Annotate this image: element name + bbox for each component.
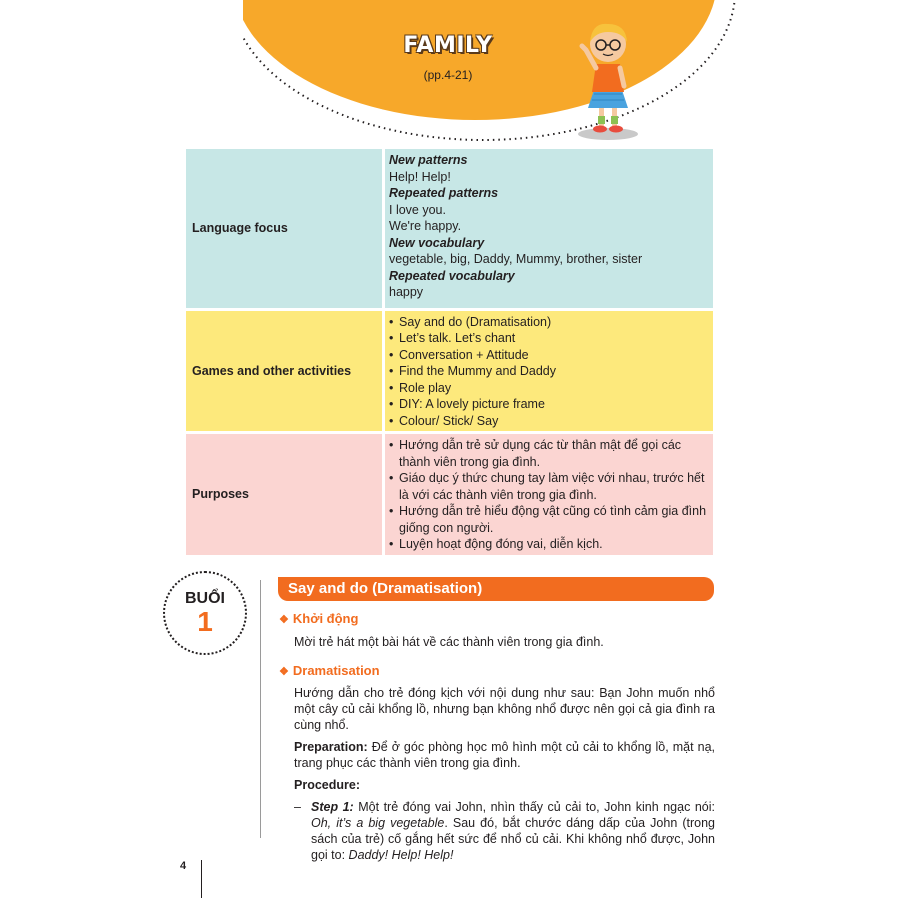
list-item: • Hướng dẫn trẻ hiểu động vật cũng có tình cảm gia đình giống con người.	[389, 503, 709, 536]
label-purposes: Purposes	[186, 433, 384, 555]
procedure-label-text: Procedure:	[294, 778, 360, 792]
step-1-quote-2: Daddy! Help! Help!	[348, 848, 454, 862]
row-purposes	[186, 433, 713, 555]
content-purposes	[384, 433, 714, 555]
heading-new-vocabulary: New vocabulary	[389, 235, 485, 250]
session-number: 1	[197, 606, 213, 637]
warmup-text: Mời trẻ hát một bài hát về các thành viên trong gia đình.	[294, 635, 604, 649]
footer-line	[201, 860, 202, 898]
step-1-label: Step 1:	[311, 800, 354, 814]
section-title: Say and do (Dramatisation)	[288, 580, 483, 597]
row-games	[186, 309, 713, 433]
label-language-focus: Language focus	[186, 149, 384, 309]
session-badge	[163, 571, 249, 657]
heading-new-patterns: New patterns	[389, 153, 468, 167]
page-title	[0, 33, 900, 58]
list-item: • Find the Mummy and Daddy	[389, 363, 709, 380]
list-item: • Giáo dục ý thức chung tay làm việc với nhau, trước hết là với các thành viên trong gia đình.	[389, 470, 709, 503]
title-text: FAMILY	[403, 33, 493, 58]
overview-table	[186, 149, 713, 555]
label-games: Games and other activities	[186, 309, 384, 433]
list-item: • Say and do (Dramatisation)	[389, 314, 709, 331]
list-item: • Colour/ Stick/ Say	[389, 413, 709, 430]
diamond-bullet-icon: ❖	[279, 614, 289, 626]
text-repeated-patterns-2: We're happy.	[389, 219, 462, 233]
step-1-text-2: . Sau đó, bắt chước dáng dấp của John (trong sách của trẻ) cố gắng hết sức để nhổ củ cải. Khi không nhổ được, John gọi to:	[311, 816, 715, 862]
heading-repeated-patterns: Repeated patterns	[389, 186, 499, 200]
step-1-paragraph	[294, 799, 715, 863]
drama-heading-text: Dramatisation	[292, 663, 380, 678]
list-item: • Luyện hoạt động đóng vai, diễn kịch.	[389, 536, 709, 553]
page-number: 4	[180, 860, 187, 872]
text-repeated-vocabulary: happy	[389, 285, 424, 299]
preparation-text: Để ở góc phòng học mô hình một củ cải to khổng lồ, mặt nạ, trang phục các thành viên trong gia đình.	[294, 740, 715, 770]
text-new-vocabulary: vegetable, big, Daddy, Mummy, brother, sister	[389, 252, 643, 266]
drama-text: Hướng dẫn cho trẻ đóng kịch với nội dung như sau: Bạn John muốn nhổ một cây củ cải khổng lồ, nhưng bạn không nhổ được nên gọi cả gia đình ra cùng nhổ.	[294, 686, 715, 732]
content-games	[384, 309, 714, 433]
warmup-heading-text: Khởi động	[292, 611, 359, 626]
section-title-bar	[278, 577, 714, 601]
list-item: • Role play	[389, 380, 709, 397]
child-illustration	[572, 12, 644, 142]
procedure-label	[294, 777, 715, 793]
content-language-focus	[384, 149, 714, 309]
list-item: • Conversation + Attitude	[389, 347, 709, 364]
row-language-focus	[186, 149, 713, 309]
step-1-text-1: Một trẻ đóng vai John, nhìn thấy củ cải to, John kinh ngạc nói:	[358, 800, 715, 814]
text-new-patterns: Help! Help!	[389, 169, 451, 184]
drama-heading	[279, 663, 380, 678]
list-item: • DIY: A lovely picture frame	[389, 396, 709, 413]
warmup-heading	[279, 611, 358, 626]
heading-repeated-vocabulary: Repeated vocabulary	[389, 268, 515, 283]
list-item: • Let’s talk. Let’s chant	[389, 330, 709, 347]
page-range: (pp.4-21)	[423, 68, 473, 82]
list-item: • Hướng dẫn trẻ sử dụng các từ thân mật để gọi các thành viên trong gia đình.	[389, 437, 709, 470]
text-repeated-patterns-1: I love you.	[389, 202, 446, 217]
preparation-label: Preparation:	[294, 740, 368, 754]
session-word: BUỔI	[185, 590, 225, 607]
diamond-bullet-icon: ❖	[279, 666, 289, 678]
step-1-quote-1: Oh, it’s a big vegetable	[311, 816, 445, 830]
preparation-paragraph	[294, 739, 715, 771]
dash-bullet: –	[294, 800, 301, 814]
divider-line	[260, 580, 261, 838]
